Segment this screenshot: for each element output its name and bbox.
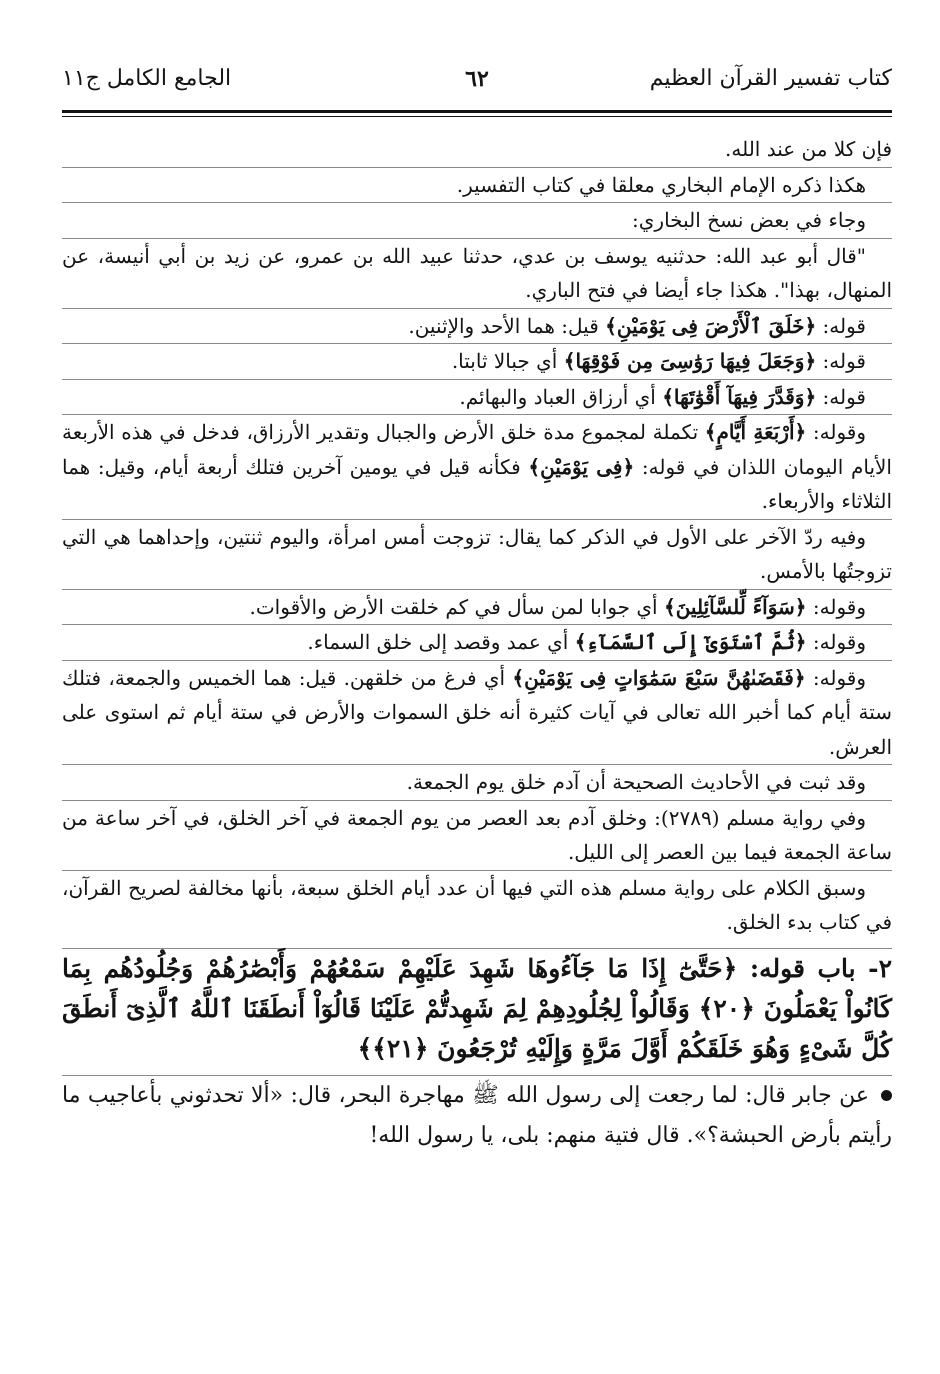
paragraph-text: وسبق الكلام على رواية مسلم هذه التي فيها أن عدد أيام الخلق سبعة، بأنها مخالفة لصريح القرآن، في كتاب بدء الخلق. xyxy=(62,875,892,934)
paragraph-text: وفيه ردّ الآخر على الأول في الذكر كما يقال: تزوجت أمس امرأة، واليوم ثنتين، وإحداهما هي التي تزوجتُها بالأمس. xyxy=(62,524,892,583)
paragraph-text: وقوله: xyxy=(806,630,866,654)
book-title: كتاب تفسير القرآن العظيم xyxy=(649,66,892,91)
paragraph xyxy=(62,167,892,203)
quran-quote: ﴿فَقَضَىٰهُنَّ سَبْعَ سَمَٰوَاتٍ فِى يَوْمَيْنِ﴾ xyxy=(512,665,806,690)
paragraph xyxy=(62,870,892,940)
paragraph xyxy=(62,589,892,625)
paragraph-text: فإن كلا من عند الله. xyxy=(725,137,892,161)
quran-quote: ﴿فِى يَوْمَيْنِ﴾ xyxy=(528,454,635,479)
paragraph-text: قيل: هما الأحد والإثنين. xyxy=(408,313,606,338)
paragraph-text: وفي رواية مسلم (٢٧٨٩): وخلق آدم بعد العصر من يوم الجمعة في آخر الخلق، في آخر ساعة من ساعة الجمعة فيما بين العصر إلى الليل. xyxy=(62,805,892,864)
paragraph xyxy=(62,343,892,379)
quran-quote: ﴿خَلَقَ ٱلْأَرْضَ فِى يَوْمَيْنِ﴾ xyxy=(605,313,817,338)
paragraph-text: أي أرزاق العباد والبهائم. xyxy=(459,384,663,409)
paragraph-text: قوله: xyxy=(816,313,866,338)
paragraph xyxy=(62,624,892,660)
paragraph xyxy=(62,202,892,238)
paragraph-text: وقوله: xyxy=(806,594,866,619)
paragraph xyxy=(62,660,892,765)
paragraph-text: وقوله: xyxy=(806,420,866,444)
quran-quote: ﴿ثُمَّ ٱسْتَوَىٰٓ إِلَى ٱلسَّمَآءِ﴾ xyxy=(574,630,807,654)
paragraph-text: فكأنه قيل في يومين آخرين فتلك أربعة أيام، وقيل: هما الثلاثاء والأربعاء. xyxy=(62,454,892,513)
bullet-icon xyxy=(881,1090,892,1101)
paragraph xyxy=(62,238,892,308)
paragraph xyxy=(62,414,892,519)
chapter-verse: ﴿حَتَّىٰٓ إِذَا مَا جَآءُوهَا شَهِدَ عَلَيْهِمْ سَمْعُهُمْ وَأَبْصَٰرُهُمْ وَجُلُودُهُم بِمَا كَانُواْ يَعْمَلُونَ ﴿٢٠﴾ وَقَالُواْ لِجُلُودِهِمْ لِمَ شَهِدتُّمْ عَلَيْنَا قَالُوٓاْ أَنطَقَنَا ٱللَّهُ ٱلَّذِىٓ أَنطَقَ كُلَّ شَىْءٍ وَهُوَ خَلَقَكُمْ أَوَّلَ مَرَّةٍ وَإِلَيْهِ تُرْجَعُونَ ﴿٢١﴾﴾ xyxy=(62,953,892,1063)
page-header xyxy=(62,58,892,104)
paragraph-text: وجاء في بعض نسخ البخاري: xyxy=(632,208,866,232)
paragraph xyxy=(62,519,892,589)
paragraph xyxy=(62,800,892,870)
header-rule-thin xyxy=(62,116,892,117)
paragraph-text: وقد ثبت في الأحاديث الصحيحة أن آدم خلق يوم الجمعة. xyxy=(406,770,866,794)
paragraph-text: قوله: xyxy=(816,349,866,373)
paragraph xyxy=(62,308,892,344)
page-number: ٦٢ xyxy=(465,66,489,92)
paragraph-text: تكملة لمجموع مدة خلق الأرض والجبال وتقدير الأرزاق، فدخل في هذه الأربعة الأيام اليومان اللذان في قوله: xyxy=(62,420,892,479)
chapter-label: ٢- باب قوله: xyxy=(749,953,892,983)
paragraph-text: وقوله: xyxy=(805,665,866,690)
paragraph-text: أي فرغ من خلقهن. قيل: هما الخميس والجمعة، فتلك ستة أيام كما أخبر الله تعالى في آيات كثيرة أنه خلق السموات والأرض في ستة أيام ثم استوى على العرش. xyxy=(62,665,893,759)
paragraph-text: أي جبالا ثابتا. xyxy=(451,349,564,373)
tafsir-paragraphs xyxy=(62,132,892,940)
chapter-heading xyxy=(62,948,892,1069)
volume-title: الجامع الكامل ج١١ xyxy=(62,66,232,91)
paragraph-text: "قال أبو عبد الله: حدثنيه يوسف بن عدي، حدثنا عبيد الله بن عمرو، عن زيد بن أبي أنيسة، عن المنهال، بهذا". هكذا جاء أيضا في فتح الباري. xyxy=(62,243,892,302)
hadith-paragraph xyxy=(62,1075,892,1156)
quran-quote: ﴿أَرْبَعَةِ أَيَّامٍ﴾ xyxy=(704,420,807,444)
header-rule-thick xyxy=(62,110,892,113)
paragraph-text: أي جوابا لمن سأل في كم خلقت الأرض والأقوات. xyxy=(249,594,664,619)
quran-quote: ﴿سَوَآءً لِّلسَّآئِلِينَ﴾ xyxy=(663,594,807,619)
page-body xyxy=(62,132,892,1156)
paragraph xyxy=(62,379,892,415)
paragraph xyxy=(62,764,892,800)
paragraph xyxy=(62,132,892,167)
hadith-text: عن جابر قال: لما رجعت إلى رسول الله ﷺ مهاجرة البحر، قال: «ألا تحدثوني بأعاجيب ما رأيتم بأرض الحبشة؟». قال فتية منهم: بلى، يا رسول الله! xyxy=(62,1082,892,1148)
paragraph-text: أي عمد وقصد إلى خلق السماء. xyxy=(307,630,575,654)
quran-quote: ﴿وَجَعَلَ فِيهَا رَوَٰسِىَ مِن فَوْقِهَا﴾ xyxy=(563,349,817,373)
paragraph-text: هكذا ذكره الإمام البخاري معلقا في كتاب التفسير. xyxy=(456,172,866,197)
quran-quote: ﴿وَقَدَّرَ فِيهَآ أَقْوَٰتَهَا﴾ xyxy=(662,384,817,409)
paragraph-text: قوله: xyxy=(816,384,866,409)
